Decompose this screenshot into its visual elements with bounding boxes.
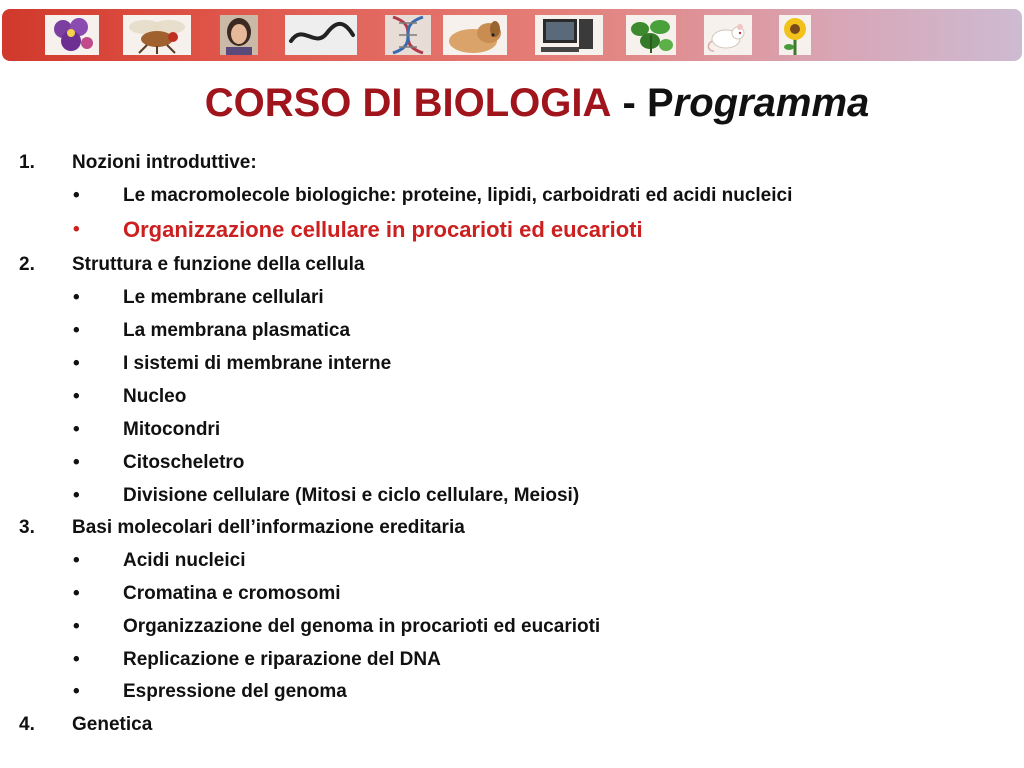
sunflower-icon xyxy=(779,15,811,55)
section-title: Basi molecolari dell’informazione ereditaria xyxy=(72,517,465,538)
title-main: CORSO DI BIOLOGIA xyxy=(204,81,612,125)
list-item-text: Nucleo xyxy=(123,386,187,407)
list-item-text: Le membrane cellulari xyxy=(123,287,324,308)
bullet: • xyxy=(73,386,80,407)
list-item-text: I sistemi di membrane interne xyxy=(123,353,392,374)
list-item-text: Citoscheletro xyxy=(123,452,245,473)
list-item-text: Replicazione e riparazione del DNA xyxy=(123,649,441,670)
bullet: • xyxy=(73,616,80,637)
bullet: • xyxy=(73,185,80,206)
list-item-text: Cromatina e cromosomi xyxy=(123,583,341,604)
bullet: • xyxy=(73,287,80,308)
bullet: • xyxy=(73,550,80,571)
bullet: • xyxy=(73,320,80,341)
section-title: Genetica xyxy=(72,714,153,735)
worm-icon xyxy=(285,15,357,55)
image-banner xyxy=(2,9,1022,61)
bullet: • xyxy=(73,583,80,604)
bullet: • xyxy=(73,485,80,506)
dna-helix-icon xyxy=(385,15,431,55)
section-number: 2. xyxy=(19,254,35,275)
puppy-icon xyxy=(443,15,507,55)
section-number: 3. xyxy=(19,517,35,538)
section-title: Nozioni introduttive: xyxy=(72,152,257,173)
list-item-text: Organizzazione cellulare in procarioti ed eucarioti xyxy=(123,217,643,242)
section-number: 1. xyxy=(19,152,35,173)
list-item-text: Le macromolecole biologiche: proteine, lipidi, carboidrati ed acidi nucleici xyxy=(123,185,793,206)
title-dash: - xyxy=(622,81,636,125)
violet-flower-icon xyxy=(45,15,99,55)
section-title: Struttura e funzione della cellula xyxy=(72,254,365,275)
computer-icon xyxy=(535,15,603,55)
title-rest: rogramma xyxy=(673,81,870,125)
bullet: • xyxy=(73,452,80,473)
slide-title xyxy=(0,78,1024,128)
list-item-text: Divisione cellulare (Mitosi e ciclo cellulare, Meiosi) xyxy=(123,485,580,506)
bullet: • xyxy=(73,419,80,440)
list-item-text: Acidi nucleici xyxy=(123,550,246,571)
bullet: • xyxy=(73,353,80,374)
fruit-fly-icon xyxy=(123,15,191,55)
plant-leaves-icon xyxy=(626,15,676,55)
bullet: • xyxy=(73,649,80,670)
bullet: • xyxy=(73,219,80,240)
list-item-text: La membrana plasmatica xyxy=(123,320,351,341)
list-item-text: Mitocondri xyxy=(123,419,221,440)
bullet: • xyxy=(73,681,80,702)
child-portrait-icon xyxy=(220,15,258,55)
list-item-text: Organizzazione del genoma in procarioti ed eucarioti xyxy=(123,616,601,637)
title-p: P xyxy=(646,81,674,125)
section-number: 4. xyxy=(19,714,35,735)
white-mouse-icon xyxy=(704,15,752,55)
list-item-text: Espressione del genoma xyxy=(123,681,347,702)
